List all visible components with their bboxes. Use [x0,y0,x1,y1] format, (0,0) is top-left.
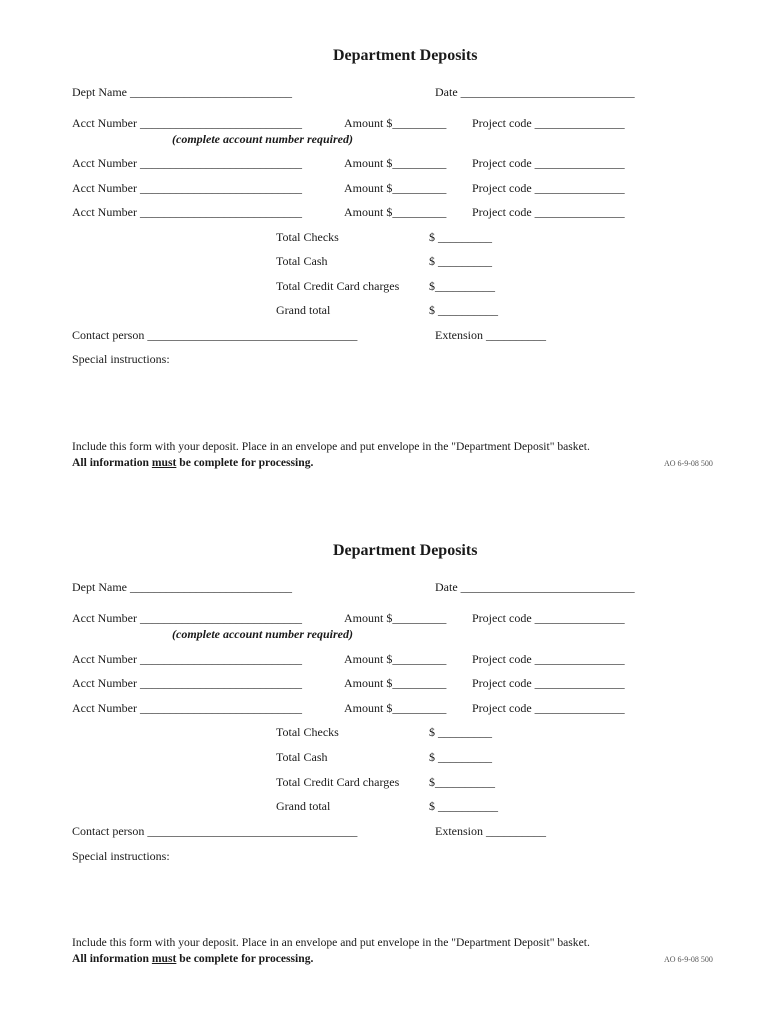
acct-number-field[interactable]: Acct Number ___________________________ [72,701,302,715]
total-checks-field[interactable]: $ _________ [429,230,492,244]
project-code-field[interactable]: Project code _______________ [472,205,625,219]
project-code-field[interactable]: Project code _______________ [472,652,625,666]
grand-total-field[interactable]: $ __________ [429,799,498,813]
acct-number-field[interactable]: Acct Number ___________________________ [72,116,302,130]
deposit-form-bottom [0,495,770,990]
footer-requirement [72,457,313,469]
amount-field[interactable]: Amount $_________ [344,205,447,219]
acct-number-field[interactable]: Acct Number ___________________________ [72,181,302,195]
total-credit-card-field[interactable]: $__________ [429,279,495,293]
acct-note: (complete account number required) [172,132,353,146]
dept-name-field[interactable]: Dept Name ___________________________ [72,580,292,594]
amount-field[interactable]: Amount $_________ [344,116,447,130]
total-cash-field[interactable]: $ _________ [429,750,492,764]
project-code-field[interactable]: Project code _______________ [472,116,625,130]
date-field[interactable]: Date _____________________________ [435,580,635,594]
project-code-field[interactable]: Project code _______________ [472,611,625,625]
footer-requirement [72,953,313,965]
amount-field[interactable]: Amount $_________ [344,156,447,170]
form-code: AO 6-9-08 500 [664,459,713,468]
acct-number-field[interactable]: Acct Number ___________________________ [72,205,302,219]
extension-field[interactable]: Extension __________ [435,824,546,838]
project-code-field[interactable]: Project code _______________ [472,701,625,715]
acct-number-field[interactable]: Acct Number ___________________________ [72,611,302,625]
date-field[interactable]: Date _____________________________ [435,85,635,99]
total-checks-label: Total Checks [276,230,339,244]
footer-requirement-pre: All information [72,952,152,965]
deposit-form-top [0,0,770,495]
dept-name-field[interactable]: Dept Name ___________________________ [72,85,292,99]
amount-field[interactable]: Amount $_________ [344,701,447,715]
special-instructions-label: Special instructions: [72,352,170,366]
acct-number-field[interactable]: Acct Number ___________________________ [72,676,302,690]
form-code: AO 6-9-08 500 [664,955,713,964]
amount-field[interactable]: Amount $_________ [344,611,447,625]
acct-note: (complete account number required) [172,627,353,641]
footer-instructions: Include this form with your deposit. Place in an envelope and put envelope in the "Department Deposit" basket. [72,936,590,949]
contact-person-field[interactable]: Contact person ___________________________________ [72,328,358,342]
contact-person-field[interactable]: Contact person ___________________________________ [72,824,358,838]
total-credit-card-label: Total Credit Card charges [276,279,400,293]
amount-field[interactable]: Amount $_________ [344,676,447,690]
form-title: Department Deposits [333,47,478,64]
total-cash-label: Total Cash [276,254,328,268]
acct-number-field[interactable]: Acct Number ___________________________ [72,652,302,666]
footer-requirement-post: be complete for processing. [176,456,314,469]
amount-field[interactable]: Amount $_________ [344,181,447,195]
total-credit-card-field[interactable]: $__________ [429,775,495,789]
project-code-field[interactable]: Project code _______________ [472,156,625,170]
project-code-field[interactable]: Project code _______________ [472,181,625,195]
form-title: Department Deposits [333,542,478,559]
amount-field[interactable]: Amount $_________ [344,652,447,666]
acct-number-field[interactable]: Acct Number ___________________________ [72,156,302,170]
total-cash-label: Total Cash [276,750,328,764]
grand-total-field[interactable]: $ __________ [429,303,498,317]
special-instructions-label: Special instructions: [72,849,170,863]
total-credit-card-label: Total Credit Card charges [276,775,400,789]
total-cash-field[interactable]: $ _________ [429,254,492,268]
footer-instructions: Include this form with your deposit. Place in an envelope and put envelope in the "Department Deposit" basket. [72,440,590,453]
total-checks-field[interactable]: $ _________ [429,725,492,739]
total-checks-label: Total Checks [276,725,339,739]
grand-total-label: Grand total [276,303,331,317]
footer-requirement-must: must [151,456,177,469]
grand-total-label: Grand total [276,799,331,813]
footer-requirement-pre: All information [72,456,152,469]
footer-requirement-must: must [151,952,177,965]
footer-requirement-post: be complete for processing. [176,952,314,965]
extension-field[interactable]: Extension __________ [435,328,546,342]
project-code-field[interactable]: Project code _______________ [472,676,625,690]
